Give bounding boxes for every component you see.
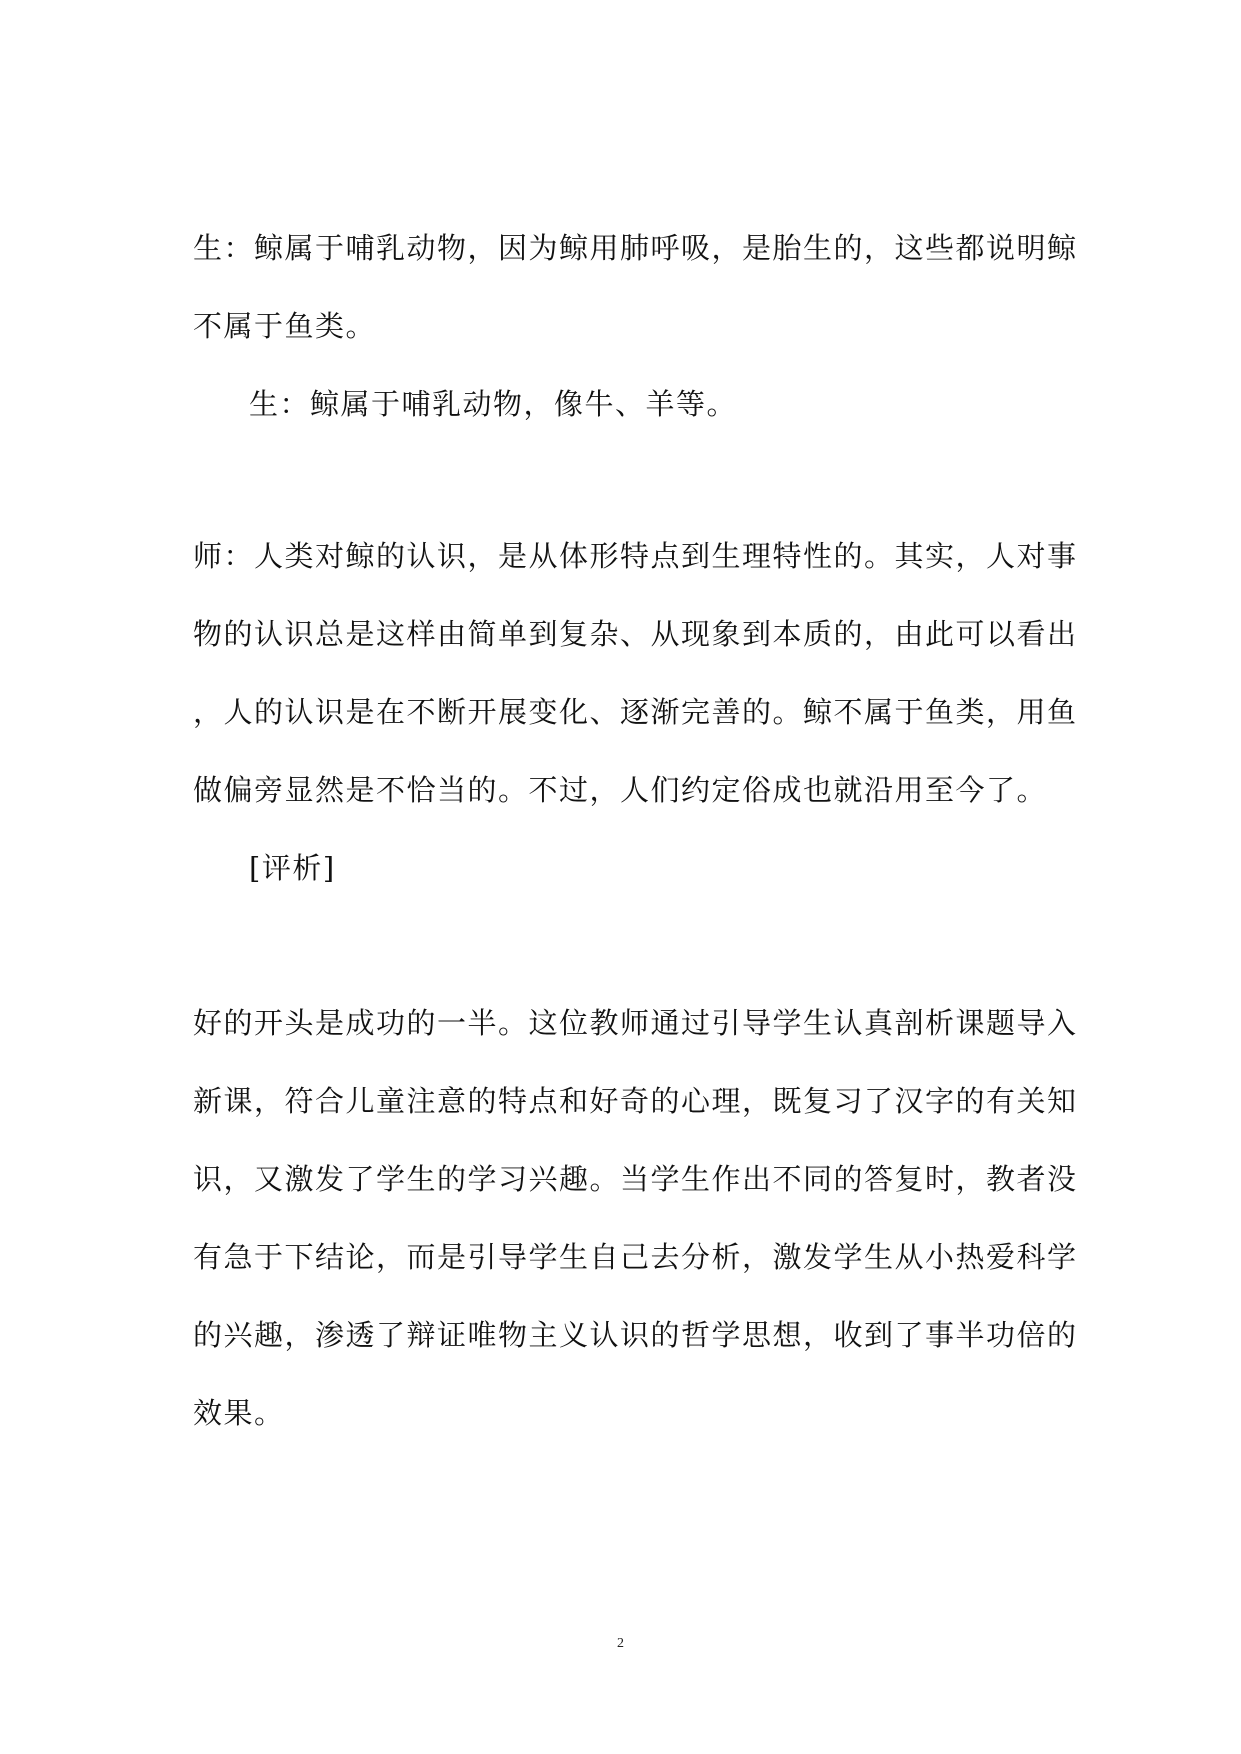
text-line: 做偏旁显然是不恰当的。不过，人们约定俗成也就沿用至今了。 (193, 773, 1048, 807)
page-number: 2 (617, 1636, 624, 1651)
text-line: 好的开头是成功的一半。这位教师通过引导学生认真剖析课题导入 (193, 1006, 1078, 1040)
text-line: 有急于下结论，而是引导学生自己去分析，激发学生从小热爱科学 (193, 1240, 1078, 1274)
text-line: 生：鲸属于哺乳动物，像牛、羊等。 (249, 387, 738, 421)
text-line: 的兴趣，渗透了辩证唯物主义认识的哲学思想，收到了事半功倍的 (193, 1318, 1078, 1352)
text-line: 不属于鱼类。 (193, 309, 377, 343)
text-line: 效果。 (193, 1396, 285, 1430)
text-line: ，人的认识是在不断开展变化、逐渐完善的。鲸不属于鱼类，用鱼 (193, 695, 1078, 729)
section-heading: [评析] (249, 851, 336, 885)
text-line: 生：鲸属于哺乳动物，因为鲸用肺呼吸，是胎生的，这些都说明鲸 (193, 231, 1078, 265)
text-line: 新课，符合儿童注意的特点和好奇的心理，既复习了汉字的有关知 (193, 1084, 1078, 1118)
text-line: 师：人类对鲸的认识，是从体形特点到生理特性的。其实，人对事 (193, 539, 1078, 573)
text-line: 物的认识总是这样由简单到复杂、从现象到本质的，由此可以看出 (193, 617, 1078, 651)
text-line: 识，又激发了学生的学习兴趣。当学生作出不同的答复时，教者没 (193, 1162, 1078, 1196)
